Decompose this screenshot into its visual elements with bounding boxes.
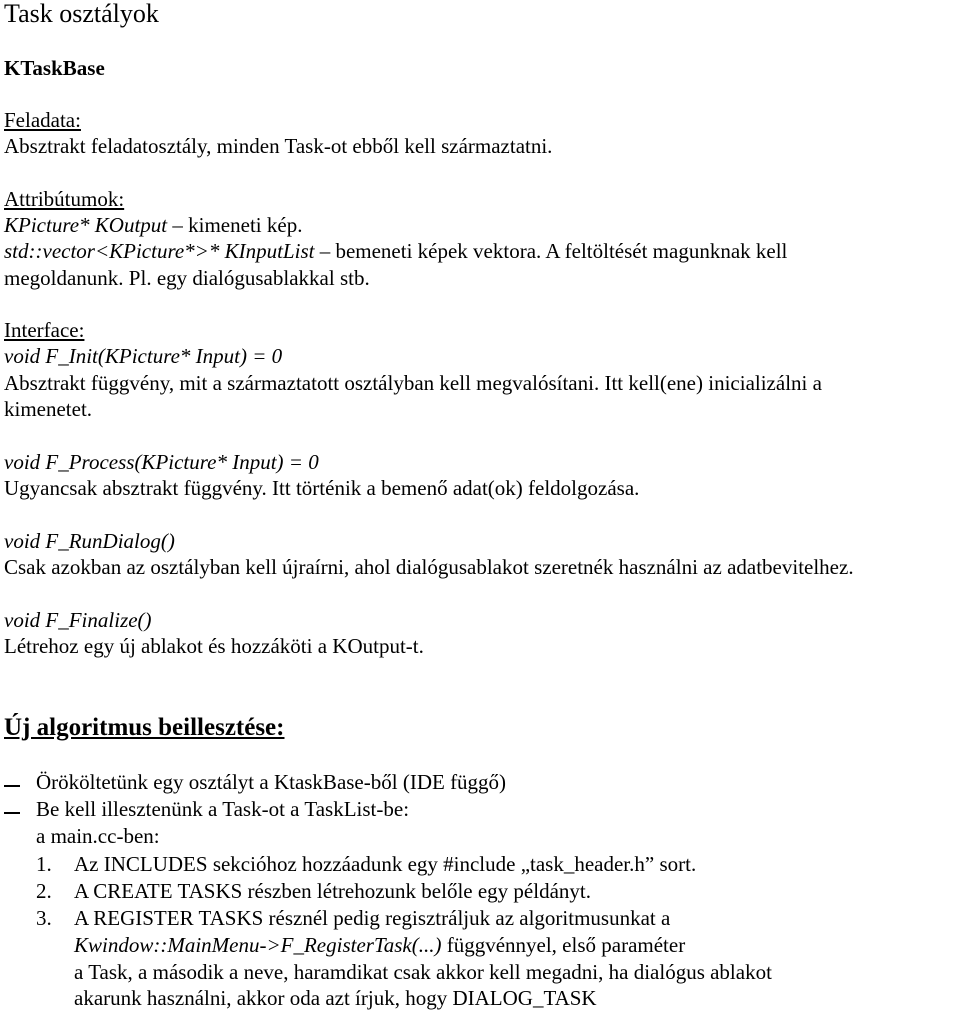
method-init-desc-2: kimenetet.	[4, 397, 93, 421]
step-item	[4, 905, 924, 932]
step-3-number: 3.	[36, 906, 52, 930]
step-2-text: A CREATE TASKS részben létrehozunk belőle egy példányt.	[74, 879, 591, 903]
step-3-line-3-text: a Task, a második a neve, haramdikat csak akkor kell megadni, ha dialógus ablakot	[74, 960, 772, 984]
step-3-text: A REGISTER TASKS résznél pedig regisztráljuk az algoritmusunkat a	[74, 906, 671, 930]
step-item	[4, 851, 924, 878]
method-rundialog-desc: Csak azokban az osztályban kell újraírni, ahol dialógusablakot szeretnék használni az adatbevitelhez.	[4, 555, 854, 579]
list-item	[4, 769, 904, 796]
algorithm-heading: Új algoritmus beillesztése:	[4, 714, 285, 741]
feladata-text: Absztrakt feladatosztály, minden Task-ot ebből kell származtatni.	[4, 134, 553, 158]
dash-bullet-icon	[4, 785, 20, 787]
step-3-rest: függvénnyel, első paraméter	[441, 933, 686, 957]
attribute-1-description: – kimeneti kép.	[167, 213, 303, 237]
bullet-1-text: Örököltetünk egy osztályt a KtaskBase-ből (IDE függő)	[36, 770, 507, 794]
step-3-line-2	[4, 932, 924, 959]
attribute-1-signature: KPicture* KOutput	[4, 213, 168, 237]
bullet-2-cont-text: a main.cc-ben:	[36, 824, 160, 848]
method-finalize-desc: Létrehoz egy új ablakot és hozzáköti a KOutput-t.	[4, 634, 424, 658]
step-2-number: 2.	[36, 879, 52, 903]
attribute-line-2-cont: megoldanunk. Pl. egy dialógusablakkal stb.	[4, 266, 370, 290]
step-3-line-4	[4, 985, 924, 1012]
feladata-heading: Feladata:	[4, 108, 81, 132]
dash-bullet-icon	[4, 812, 20, 814]
list-item	[4, 796, 904, 823]
class-name-heading: KTaskBase	[4, 56, 105, 80]
attribute-2-description: – bemeneti képek vektora. A feltöltését magunknak kell	[314, 239, 788, 263]
method-process-signature: void F_Process(KPicture* Input) = 0	[4, 450, 319, 474]
step-3-line-3	[4, 959, 924, 986]
page-title: Task osztályok	[4, 0, 159, 28]
method-finalize-signature: void F_Finalize()	[4, 608, 152, 632]
bullet-2-continuation	[4, 823, 904, 850]
attribute-2-signature: std::vector<KPicture*>* KInputList	[4, 239, 315, 263]
bullet-2-text: Be kell illesztenünk a Task-ot a TaskList-be:	[36, 797, 410, 821]
step-1-text: Az INCLUDES sekcióhoz hozzáadunk egy #include „task_header.h” sort.	[74, 852, 697, 876]
attributes-heading: Attribútumok:	[4, 187, 125, 211]
interface-heading: Interface:	[4, 318, 85, 342]
method-init-signature: void F_Init(KPicture* Input) = 0	[4, 344, 283, 368]
method-process-desc: Ugyancsak absztrakt függvény. Itt történik a bemenő adat(ok) feldolgozása.	[4, 476, 640, 500]
attribute-line-2	[4, 238, 787, 265]
step-1-number: 1.	[36, 852, 52, 876]
attribute-line-1	[4, 212, 302, 239]
method-init-desc-1: Absztrakt függvény, mit a származtatott osztályban kell megvalósítani. Itt kell(ene) inicializálni a	[4, 371, 822, 395]
step-3-line-2-content	[74, 932, 685, 959]
step-3-line-4-text: akarunk használni, akkor oda azt írjuk, hogy DIALOG_TASK	[74, 986, 597, 1010]
step-3-signature: Kwindow::MainMenu->F_RegisterTask(...)	[74, 933, 442, 957]
method-rundialog-signature: void F_RunDialog()	[4, 529, 175, 553]
step-item	[4, 878, 924, 905]
